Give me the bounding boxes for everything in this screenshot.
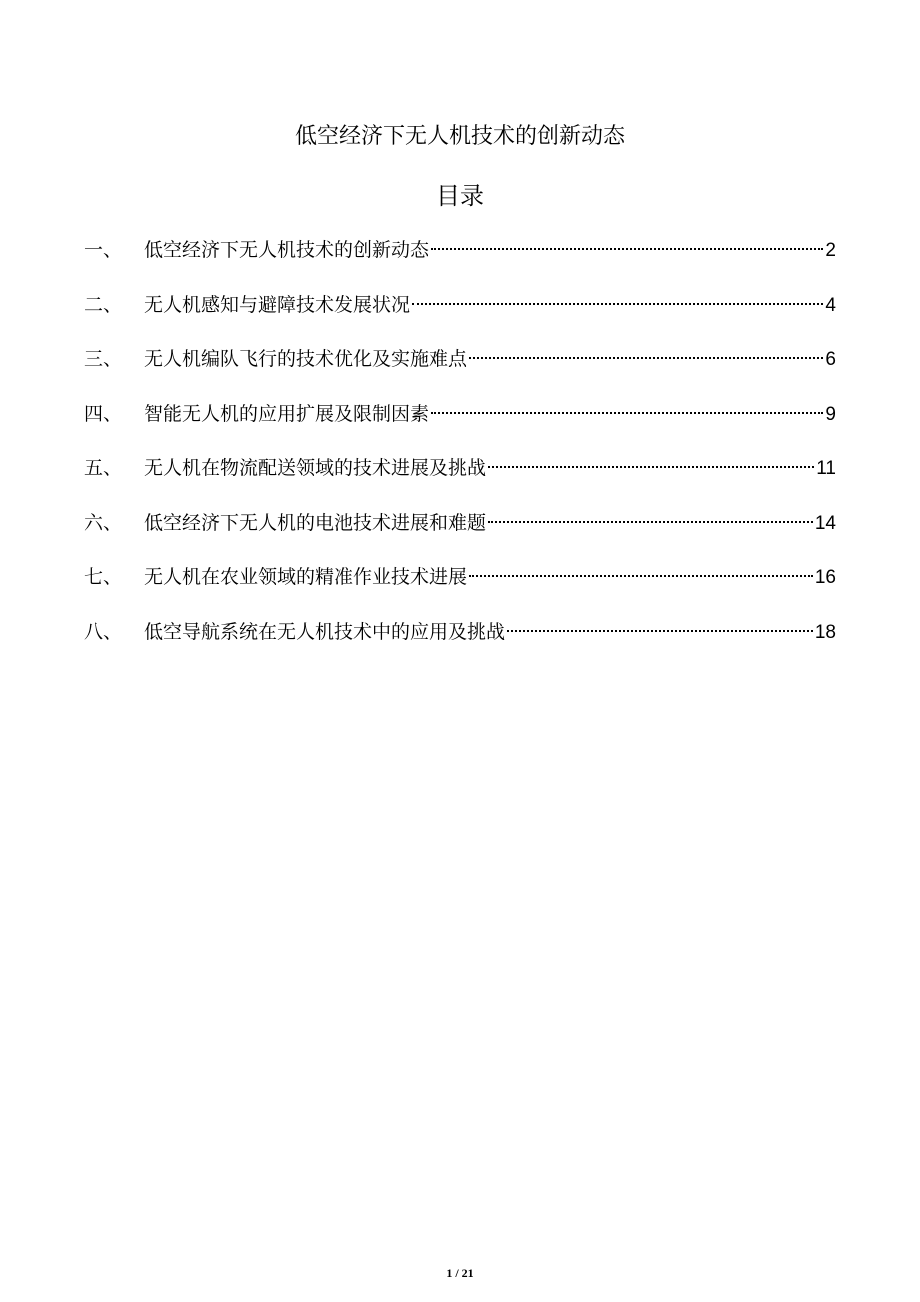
toc-entry-page: 18 xyxy=(814,621,836,643)
toc-entry-title: 低空经济下无人机的电池技术进展和难题 xyxy=(144,511,487,534)
toc-entry-page: 16 xyxy=(814,567,836,588)
toc-dot-leader xyxy=(507,630,813,632)
toc-entry-page: 2 xyxy=(825,240,836,261)
toc-entry-title: 无人机在物流配送领域的技术进展及挑战 xyxy=(144,457,487,479)
toc-entry-number: 三、 xyxy=(84,348,123,370)
toc-entry-number: 八、 xyxy=(84,620,123,643)
toc-entry-number: 六、 xyxy=(84,511,123,534)
toc-entry-1[interactable] xyxy=(84,232,836,287)
toc-entry-2[interactable] xyxy=(84,287,836,342)
toc-entry-number: 一、 xyxy=(84,239,123,261)
document-title: 低空经济下无人机技术的创新动态 xyxy=(294,124,625,149)
toc-entry-8[interactable] xyxy=(84,614,836,669)
toc-entry-title: 无人机感知与避障技术发展状况 xyxy=(144,293,411,316)
toc-dot-leader xyxy=(431,248,823,250)
toc-entry-number: 五、 xyxy=(84,457,123,479)
toc-entry-page: 11 xyxy=(816,458,836,479)
toc-entry-title: 低空导航系统在无人机技术中的应用及挑战 xyxy=(144,620,506,643)
toc-dot-leader xyxy=(431,412,823,414)
toc-dot-leader xyxy=(488,521,813,523)
toc-entry-number: 七、 xyxy=(84,566,123,588)
toc-entry-7[interactable] xyxy=(84,559,836,614)
toc-entry-title: 无人机编队飞行的技术优化及实施难点 xyxy=(144,348,468,370)
toc-entry-3[interactable] xyxy=(84,341,836,396)
page-number-footer: 1 / 21 xyxy=(446,1266,474,1280)
table-of-contents xyxy=(84,232,836,668)
toc-entry-title: 智能无人机的应用扩展及限制因素 xyxy=(144,402,430,425)
toc-dot-leader xyxy=(412,303,823,305)
toc-entry-page: 9 xyxy=(825,403,836,425)
toc-entry-page: 4 xyxy=(825,294,836,316)
toc-entry-title: 无人机在农业领域的精准作业技术进展 xyxy=(144,566,468,588)
toc-dot-leader xyxy=(469,575,813,577)
toc-entry-page: 6 xyxy=(825,349,836,370)
toc-entry-title: 低空经济下无人机技术的创新动态 xyxy=(144,239,430,261)
toc-heading: 目录 xyxy=(436,182,484,210)
toc-dot-leader xyxy=(469,357,823,359)
toc-entry-4[interactable] xyxy=(84,396,836,451)
toc-entry-number: 二、 xyxy=(84,293,123,316)
toc-dot-leader xyxy=(488,466,814,468)
toc-entry-6[interactable] xyxy=(84,505,836,560)
toc-entry-5[interactable] xyxy=(84,450,836,505)
toc-entry-page: 14 xyxy=(814,512,836,534)
toc-entry-number: 四、 xyxy=(84,402,123,425)
